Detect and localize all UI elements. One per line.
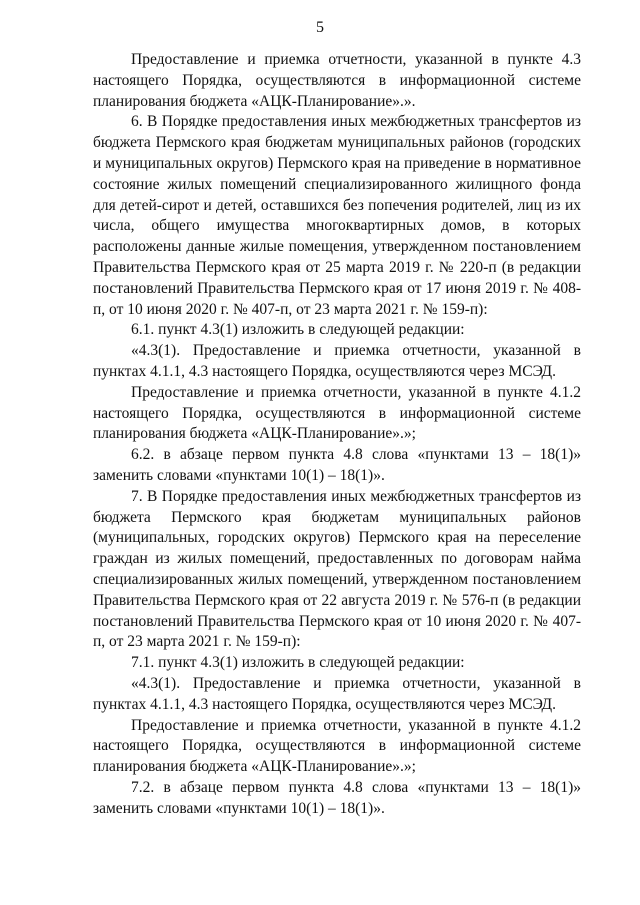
paragraph-item-7-1-text: «4.3(1). Предоставление и приемка отчетности, указанной в пунктах 4.1.1, 4.3 настоящего Порядка, осуществляются через МСЭД. xyxy=(93,674,581,713)
paragraph-item-6: 6. В Порядке предоставления иных межбюджетных трансфертов из бюджета Пермского края бюджетам муниципальных районов (городских и муниципальных округов) Пермского края на приведение в нормативное состояние жилых помещений специализированного жилищного фонда для детей-сирот и детей, оставшихся без попечения родителей, лиц из их числа, общего имущества многоквартирных домов, в которых расположены данные жилые помещения, утвержденном постановлением Правительства Пермского края от 25 марта 2019 г. № 220-п (в редакции постановлений Правительства Пермского края от 17 июня 2019 г. № 408-п, от 10 июня 2020 г. № 407-п, от 23 марта 2021 г. № 159-п): xyxy=(93,113,581,318)
paragraph-item-7-2: 7.2. в абзаце первом пункта 4.8 слова «пунктами 13 – 18(1)» заменить словами «пунктами 10(1) – 18(1)». xyxy=(93,778,581,817)
document-body xyxy=(93,50,581,819)
paragraph-item-7: 7. В Порядке предоставления иных межбюджетных трансфертов из бюджета Пермского края бюджетам муниципальных районов (муниципальных, городских округов) Пермского края на переселение граждан из жилых помещений, предоставленных по договорам найма специализированных жилых помещений, утвержденном постановлением Правительства Пермского края от 22 августа 2019 г. № 576-п (в редакции постановлений Правительства Пермского края от 10 июня 2020 г. № 407-п, от 23 марта 2021 г. № 159-п): xyxy=(93,487,581,651)
paragraph-item-7-1-text-2: Предоставление и приемка отчетности, указанной в пункте 4.1.2 настоящего Порядка, осуществляются в информационной системе планирования бюджета «АЦК-Планирование».»; xyxy=(93,716,581,776)
paragraph-item-6-1-text-2: Предоставление и приемка отчетности, указанной в пункте 4.1.2 настоящего Порядка, осуществляются в информационной системе планирования бюджета «АЦК-Планирование».»; xyxy=(93,383,581,443)
paragraph-item-6-1-text: «4.3(1). Предоставление и приемка отчетности, указанной в пунктах 4.1.1, 4.3 настоящего Порядка, осуществляются через МСЭД. xyxy=(93,342,581,380)
paragraph-item-6-1: 6.1. пункт 4.3(1) изложить в следующей редакции: xyxy=(131,321,465,339)
page-number: 5 xyxy=(316,19,324,36)
paragraph-4-3-reporting-akc: Предоставление и приемка отчетности, указанной в пункте 4.3 настоящего Порядка, осуществляются в информационной системе планирования бюджета «АЦК-Планирование».». xyxy=(93,51,581,110)
paragraph-item-6-2: 6.2. в абзаце первом пункта 4.8 слова «пунктами 13 – 18(1)» заменить словами «пунктами 10(1) – 18(1)». xyxy=(93,446,581,484)
paragraph-item-7-1: 7.1. пункт 4.3(1) изложить в следующей редакции: xyxy=(131,654,465,672)
